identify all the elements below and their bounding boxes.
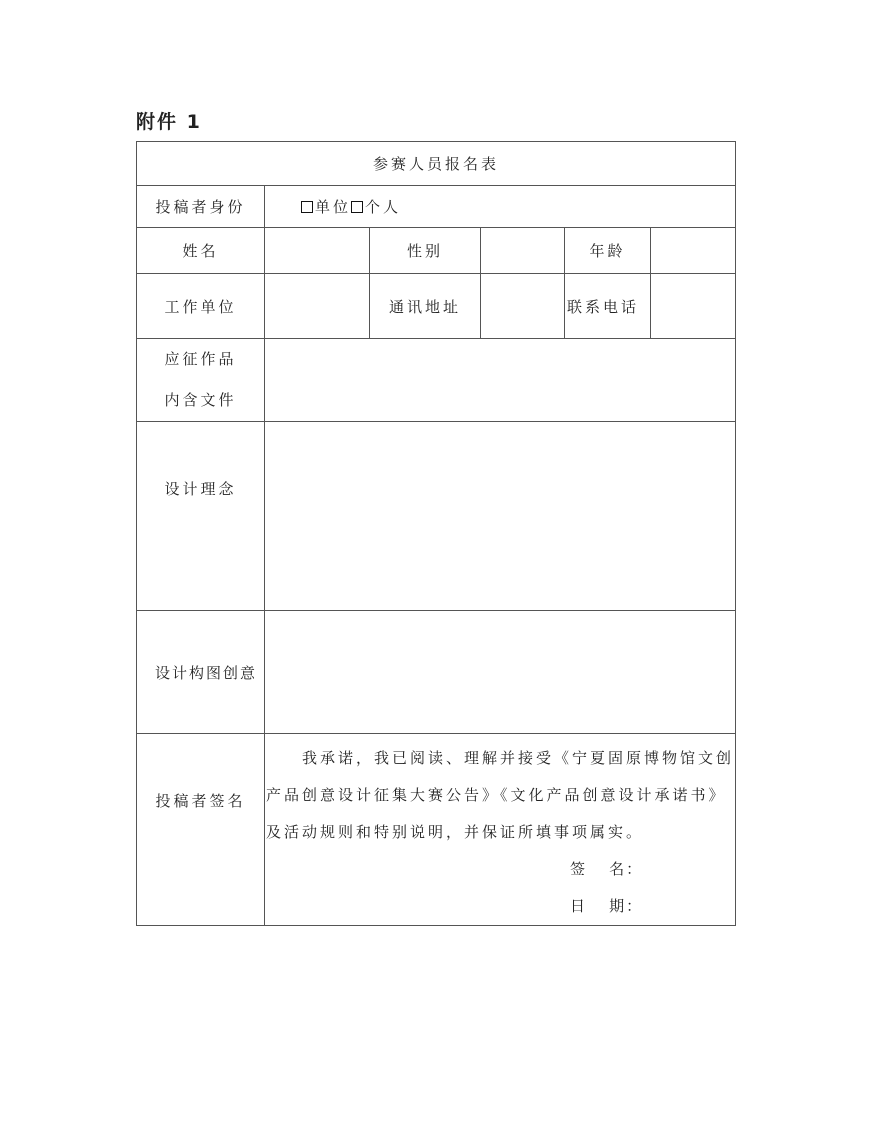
- employer-field[interactable]: [265, 274, 370, 339]
- option-individual-label: 个人: [365, 198, 402, 216]
- concept-row: [137, 422, 736, 611]
- phone-label: 联系电话: [565, 274, 651, 339]
- gender-label: 性别: [370, 228, 481, 274]
- personal-info-row: [137, 228, 736, 274]
- signature-label: 投稿者签名: [137, 734, 265, 926]
- address-field[interactable]: [481, 274, 565, 339]
- identity-options: [265, 186, 736, 228]
- option-unit-label: 单位: [315, 198, 352, 216]
- files-field[interactable]: [265, 339, 736, 422]
- signature-row: [137, 734, 736, 926]
- date-label-a: 日: [570, 897, 588, 915]
- attachment-label: 附件 1: [136, 111, 202, 133]
- contact-info-row: [137, 274, 736, 339]
- address-label: 通讯地址: [370, 274, 481, 339]
- concept-field[interactable]: [265, 422, 736, 611]
- phone-field[interactable]: [651, 274, 736, 339]
- gender-field[interactable]: [481, 228, 565, 274]
- sign-line: [265, 851, 735, 888]
- form-title-row: [137, 142, 736, 186]
- checkbox-unit[interactable]: [301, 201, 313, 213]
- date-label-b: 期：: [609, 897, 644, 915]
- composition-field[interactable]: [265, 611, 736, 734]
- signature-block: [265, 734, 736, 926]
- composition-row: [137, 611, 736, 734]
- files-label: [137, 339, 265, 422]
- concept-label: 设计理念: [137, 422, 265, 611]
- name-label: 姓名: [137, 228, 265, 274]
- identity-label: 投稿者身份: [137, 186, 265, 228]
- files-row: [137, 339, 736, 422]
- identity-row: [137, 186, 736, 228]
- files-label-line1: 应征作品: [164, 350, 237, 368]
- composition-label: 设计构图创意: [137, 611, 265, 734]
- checkbox-individual[interactable]: [351, 201, 363, 213]
- age-field[interactable]: [651, 228, 736, 274]
- files-label-line2: 内含文件: [164, 391, 237, 409]
- age-label: 年龄: [565, 228, 651, 274]
- sign-label-a: 签: [570, 860, 588, 878]
- date-line: [265, 888, 735, 925]
- employer-label: 工作单位: [137, 274, 265, 339]
- pledge-text: 我承诺，我已阅读、理解并接受《宁夏固原博物馆文创产品创意设计征集大赛公告》《文化产品创意设计承诺书》及活动规则和特别说明，并保证所填事项属实。: [266, 749, 735, 841]
- form-title: 参赛人员报名表: [137, 142, 736, 186]
- registration-form: [136, 141, 736, 926]
- name-field[interactable]: [265, 228, 370, 274]
- sign-label-b: 名：: [609, 860, 644, 878]
